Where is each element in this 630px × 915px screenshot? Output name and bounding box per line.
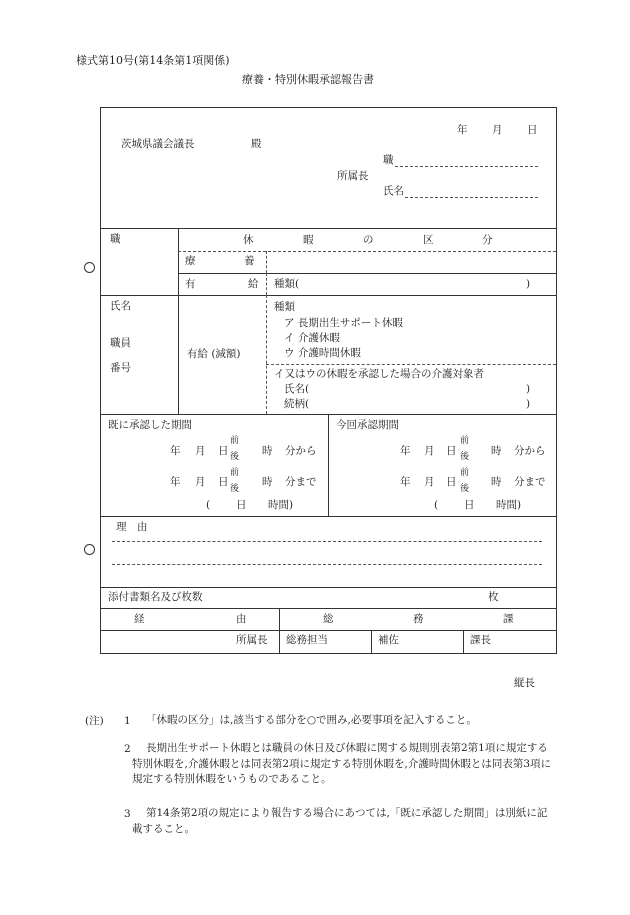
care-note: イ又はウの休暇を承認した場合の介護対象者 <box>274 368 484 380</box>
cur-to-pm: 後 <box>460 484 470 494</box>
prev-from-day: 日 <box>218 445 229 457</box>
frame-bottom <box>100 653 557 654</box>
rule-paid-bottom <box>100 295 557 296</box>
note-3-num: 3 <box>124 808 131 820</box>
orientation-label: 縦長 <box>514 677 535 689</box>
cur-from-pm: 後 <box>460 452 470 462</box>
paid-b: 給 <box>248 278 259 290</box>
category-h4: 区 <box>423 234 434 246</box>
rule-types-dash <box>266 364 556 365</box>
rule-medical-bottom <box>178 273 556 274</box>
prev-to-pm: 後 <box>230 484 240 494</box>
position-label: 職 <box>383 154 394 166</box>
name-label: 氏名 <box>383 185 404 197</box>
rule-header-dash <box>178 251 556 252</box>
via-b: 由 <box>236 613 247 625</box>
honorific: 殿 <box>251 138 262 150</box>
date-day: 日 <box>527 124 538 136</box>
category-h3: の <box>363 234 374 246</box>
cur-from-am: 前 <box>460 436 470 446</box>
types-label: 種類 <box>274 301 295 313</box>
section-chief: 課長 <box>470 634 491 646</box>
cur-from-month: 月 <box>424 445 435 457</box>
recipient: 茨城県議会議長 <box>121 138 195 150</box>
rule-approval-col1 <box>279 608 280 654</box>
cur-total-days: 日 <box>464 499 475 511</box>
medical-a: 療 <box>185 255 196 267</box>
note-1-num: 1 <box>124 715 131 727</box>
form-number: 様式第10号(第14条第1項関係) <box>76 54 230 67</box>
current-title: 今回承認期間 <box>336 419 399 431</box>
reason-line-1 <box>112 541 542 542</box>
rule-approval-top <box>100 608 557 609</box>
frame-top <box>100 107 557 108</box>
paid-reduced: 有給 (減額) <box>187 348 241 360</box>
prev-total-hours: 時間) <box>268 499 294 511</box>
rule-approval-col2 <box>371 630 372 654</box>
note-2-text: 長期出生サポート休暇とは職員の休日及び休暇に関する規則別表第2第1項に規定する特別休暇を,介護休暇とは同表第2項に規定する特別休暇を,介護時間休暇とは同表第3項に規定する特別休暇をいうものであること。 <box>132 742 552 785</box>
cur-to-day: 日 <box>446 476 457 488</box>
cur-total-open: ( <box>434 499 439 511</box>
prev-to-day: 日 <box>218 476 229 488</box>
rule-periods-mid <box>328 414 329 516</box>
note-2-num: 2 <box>124 743 131 755</box>
care-relation: 続柄( <box>284 398 310 410</box>
medical-b: 養 <box>244 255 255 267</box>
prev-to-label: 分まで <box>285 476 317 488</box>
reason-line-2 <box>112 564 542 565</box>
attachments-unit: 枚 <box>488 591 499 603</box>
type-item-i: イ 介護休暇 <box>284 332 340 344</box>
cur-to-year: 年 <box>400 476 411 488</box>
category-h5: 分 <box>482 234 493 246</box>
prev-total-open: ( <box>206 499 211 511</box>
date-year: 年 <box>457 124 468 136</box>
affiliation-head: 所属長 <box>236 634 268 646</box>
note-1-text: 「休暇の区分」は,該当する部分を○で囲み,必要事項を記入すること。 <box>146 714 477 726</box>
type-item-u: ウ 介護時間休暇 <box>284 347 361 359</box>
cur-to-label: 分まで <box>514 476 546 488</box>
staff-label: 職員 <box>110 337 131 349</box>
paid-type-open: 種類( <box>274 278 300 290</box>
punch-hole-bottom <box>84 544 95 555</box>
cur-from-label: 分から <box>514 445 546 457</box>
previous-title: 既に承認した期間 <box>108 419 192 431</box>
number-label: 番号 <box>110 362 131 374</box>
frame-left <box>100 107 101 654</box>
frame-right <box>556 107 557 654</box>
prev-from-hour: 時 <box>262 445 273 457</box>
cur-total-hours: 時間) <box>496 499 522 511</box>
prev-from-year: 年 <box>170 445 181 457</box>
attachments-label: 添付書類名及び枚数 <box>108 591 203 603</box>
rule-leave-col <box>178 228 179 414</box>
reason-label-b: 由 <box>137 521 148 533</box>
prev-from-month: 月 <box>195 445 206 457</box>
rule-approval-col3 <box>463 630 464 654</box>
rule-medical-dash <box>266 251 267 273</box>
category-h2: 暇 <box>303 234 314 246</box>
rule-reason-top <box>100 516 557 517</box>
paid-type-close: ) <box>526 278 531 290</box>
type-item-a: ア 長期出生サポート休暇 <box>284 317 403 329</box>
via-a: 経 <box>134 613 145 625</box>
care-name-close: ) <box>526 383 531 395</box>
punch-hole-top <box>84 262 95 273</box>
name-line <box>405 197 538 198</box>
rule-paid-dash <box>266 273 267 295</box>
cur-to-month: 月 <box>424 476 435 488</box>
rule-reduced-dash <box>266 295 267 414</box>
cur-from-day: 日 <box>446 445 457 457</box>
prev-total-days: 日 <box>236 499 247 511</box>
assistant: 補佐 <box>378 634 399 646</box>
ga-3: 課 <box>503 613 514 625</box>
prev-to-year: 年 <box>170 476 181 488</box>
prev-from-am: 前 <box>230 436 240 446</box>
staff-position-label: 職 <box>110 233 121 245</box>
prev-to-month: 月 <box>195 476 206 488</box>
rule-approval-mid <box>100 630 557 631</box>
paid-a: 有 <box>185 278 196 290</box>
cur-to-am: 前 <box>460 468 470 478</box>
care-relation-close: ) <box>526 398 531 410</box>
applicant-name-label: 氏名 <box>110 300 131 312</box>
notes-prefix: (注) <box>85 715 104 727</box>
reason-label-a: 理 <box>116 521 127 533</box>
prev-from-label: 分から <box>285 445 317 457</box>
prev-to-am: 前 <box>230 468 240 478</box>
date-month: 月 <box>492 124 503 136</box>
ga-2: 務 <box>413 613 424 625</box>
rule-leave-top <box>100 228 557 229</box>
rule-attach-top <box>100 587 557 588</box>
form-title: 療養・特別休暇承認報告書 <box>242 73 374 86</box>
cur-from-hour: 時 <box>491 445 502 457</box>
note-3-text: 第14条第2項の規定により報告する場合にあつては,「既に承認した期間」は別紙に記載すること。 <box>132 807 548 835</box>
prev-from-pm: 後 <box>230 452 240 462</box>
affiliation-label: 所属長 <box>337 170 369 182</box>
ga-staff: 総務担当 <box>286 634 328 646</box>
cur-from-year: 年 <box>400 445 411 457</box>
prev-to-hour: 時 <box>262 476 273 488</box>
ga-1: 総 <box>323 613 334 625</box>
cur-to-hour: 時 <box>491 476 502 488</box>
category-h1: 休 <box>243 234 254 246</box>
care-name: 氏名( <box>284 383 310 395</box>
position-line <box>395 166 538 167</box>
